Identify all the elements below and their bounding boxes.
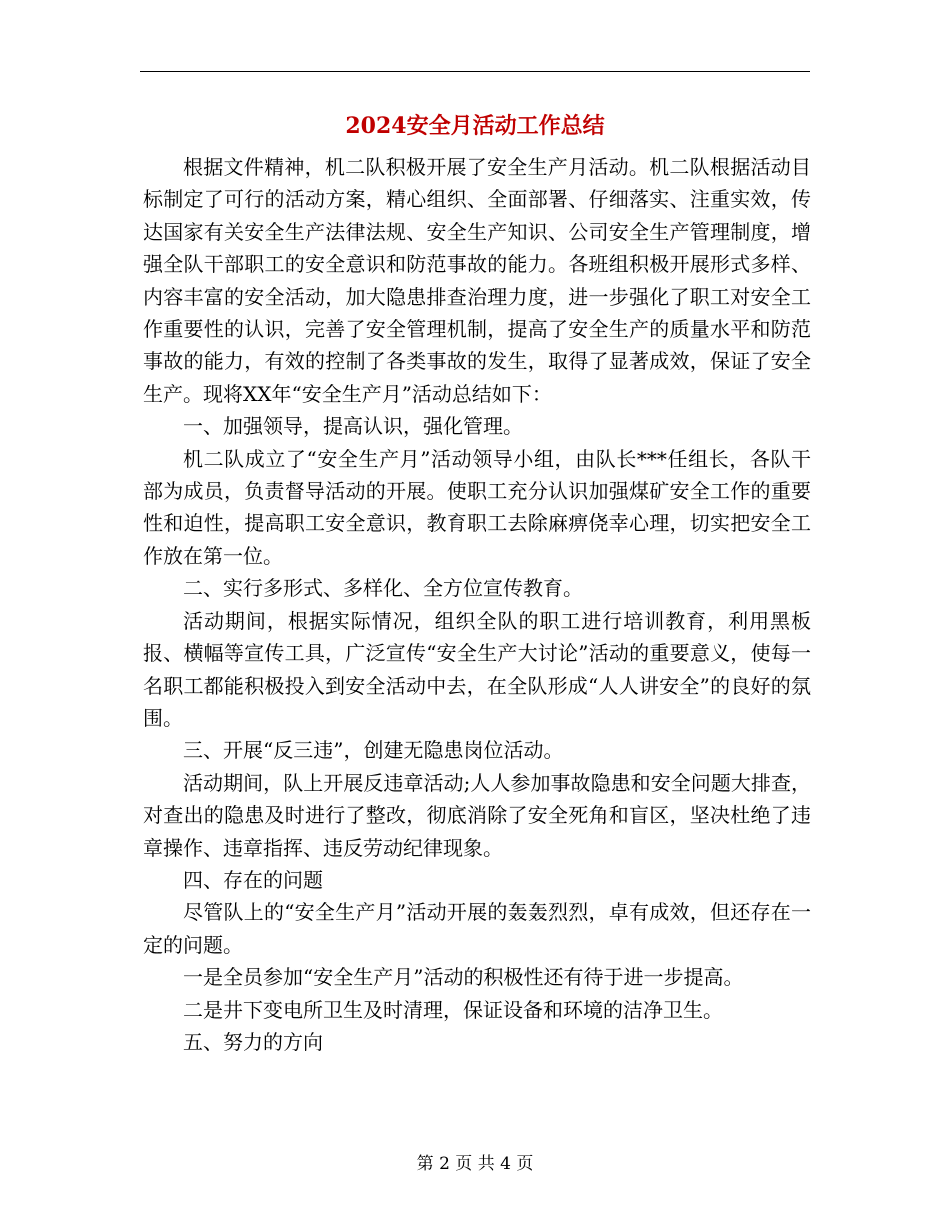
paragraph-section-2: 活动期间，根据实际情况，组织全队的职工进行培训教育，利用黑板报、横幅等宣传工具，广泛宣传“安全生产大讨论”活动的重要意义，使每一名职工都能积极投入到安全活动中去，在全队形成“人人讲安全”的良好的氛围。: [143, 608, 811, 730]
heading-section-3: 三、开展“反三违”，创建无隐患岗位活动。: [183, 738, 564, 763]
list-item-problem-2: 二是井下变电所卫生及时清理，保证设备和环境的洁净卫生。: [183, 997, 723, 1022]
paragraph-section-4: 尽管队上的“安全生产月”活动开展的轰轰烈烈，卓有成效，但还存在一定的问题。: [143, 900, 811, 957]
list-item-problem-1: 一是全员参加“安全生产月”活动的积极性还有待于进一步提高。: [183, 965, 744, 990]
paragraph-section-3: 活动期间，队上开展反违章活动;人人参加事故隐患和安全问题大排查，对查出的隐患及时进行了整改，彻底消除了安全死角和盲区，坚决杜绝了违章操作、违章指挥、违反劳动纪律现象。: [143, 770, 811, 860]
page-number-footer: 第 2 页 共 4 页: [416, 1154, 534, 1174]
document-title: 2024安全月活动工作总结: [345, 113, 605, 139]
heading-section-1: 一、加强领导，提高认识，强化管理。: [183, 414, 523, 439]
paragraph-intro: 根据文件精神，机二队积极开展了安全生产月活动。机二队根据活动目标制定了可行的活动方案，精心组织、全面部署、仔细落实、注重实效，传达国家有关安全生产法律法规、安全生产知识、公司安全生产管理制度，增强全队干部职工的安全意识和防范事故的能力。各班组积极开展形式多样、内容丰富的安全活动，加大隐患排查治理力度，进一步强化了职工对安全工作重要性的认识，完善了安全管理机制，提高了安全生产的质量水平和防范事故的能力，有效的控制了各类事故的发生，取得了显著成效，保证了安全生产。现将XX年“安全生产月”活动总结如下：: [143, 155, 811, 406]
heading-section-2: 二、实行多形式、多样化、全方位宣传教育。: [183, 576, 583, 601]
heading-section-4: 四、存在的问题: [183, 867, 323, 892]
document-body: [143, 151, 811, 1058]
heading-section-5: 五、努力的方向: [183, 1029, 323, 1054]
header-rule: [140, 71, 810, 72]
paragraph-section-1: 机二队成立了“安全生产月”活动领导小组，由队长***任组长，各队干部为成员，负责督导活动的开展。使职工充分认识加强煤矿安全工作的重要性和迫性，提高职工安全意识，教育职工去除麻痹侥幸心理，切实把安全工作放在第一位。: [143, 446, 811, 568]
